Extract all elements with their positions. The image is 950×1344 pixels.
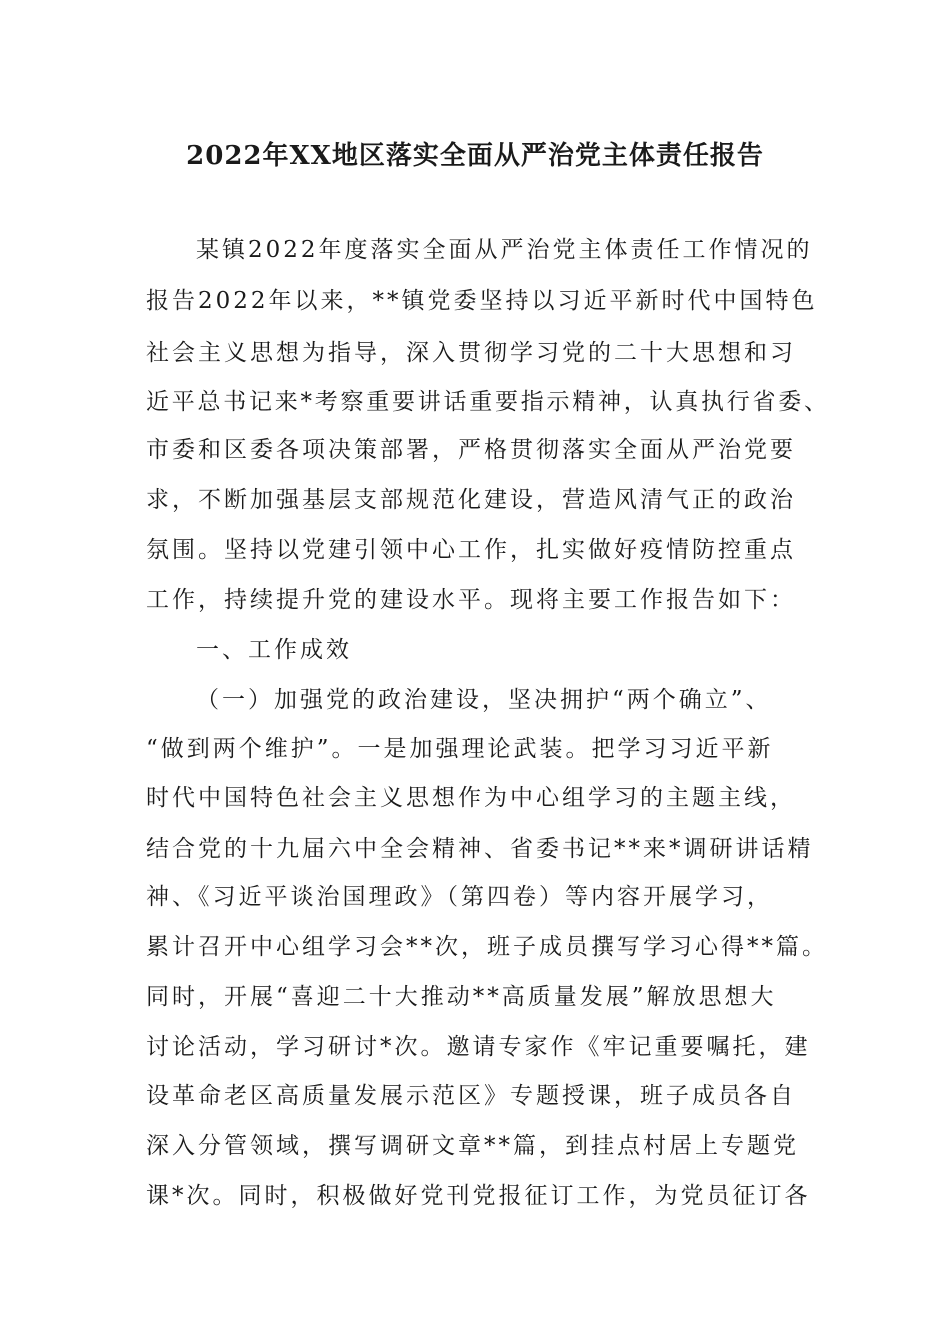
document-title: 2022年XX地区落实全面从严治党主体责任报告 bbox=[186, 141, 764, 171]
body-line-14: 神、《习近平谈治国理政》（第四卷）等内容开展学习， bbox=[146, 884, 773, 910]
body-line-11: “做到两个维护”。一是加强理论武装。把学习习近平新 bbox=[146, 736, 774, 762]
body-line-1: 某镇2022年度落实全面从严治党主体责任工作情况的 bbox=[196, 237, 813, 263]
body-line-19: 深入分管领域，撰写调研文章**篇，到挂点村居上专题党 bbox=[146, 1133, 799, 1159]
body-line-17: 讨论活动，学习研讨*次。邀请专家作《牢记重要嘱托，建 bbox=[146, 1034, 811, 1060]
body-line-18: 设革命老区高质量发展示范区》专题授课，班子成员各自 bbox=[146, 1083, 796, 1109]
body-line-20: 课*次。同时，积极做好党刊党报征订工作，为党员征订各 bbox=[146, 1183, 811, 1209]
body-line-16: 同时，开展“喜迎二十大推动**高质量发展”解放思想大 bbox=[146, 984, 777, 1010]
body-line-13: 结合党的十九届六中全会精神、省委书记**来*调研讲话精 bbox=[146, 836, 814, 862]
subsection-heading-line: （一）加强党的政治建设，坚决拥护“两个确立”、 bbox=[196, 687, 772, 713]
body-line-6: 求，不断加强基层支部规范化建设，营造风清气正的政治 bbox=[146, 487, 796, 513]
section-heading: 一、工作成效 bbox=[196, 637, 352, 663]
body-line-3: 社会主义思想为指导，深入贯彻学习党的二十大思想和习 bbox=[146, 340, 796, 366]
body-line-12: 时代中国特色社会主义思想作为中心组学习的主题主线， bbox=[146, 785, 796, 811]
body-line-2: 报告2022年以来，**镇党委坚持以习近平新时代中国特色 bbox=[146, 288, 818, 314]
body-line-8: 工作，持续提升党的建设水平。现将主要工作报告如下： bbox=[146, 587, 796, 613]
body-line-7: 氛围。坚持以党建引领中心工作，扎实做好疫情防控重点 bbox=[146, 537, 796, 563]
body-line-15: 累计召开中心组学习会**次，班子成员撰写学习心得**篇。 bbox=[146, 934, 828, 960]
body-line-4: 近平总书记来*考察重要讲话重要指示精神，认真执行省委、 bbox=[146, 389, 830, 415]
body-line-5: 市委和区委各项决策部署，严格贯彻落实全面从严治党要 bbox=[146, 437, 796, 463]
